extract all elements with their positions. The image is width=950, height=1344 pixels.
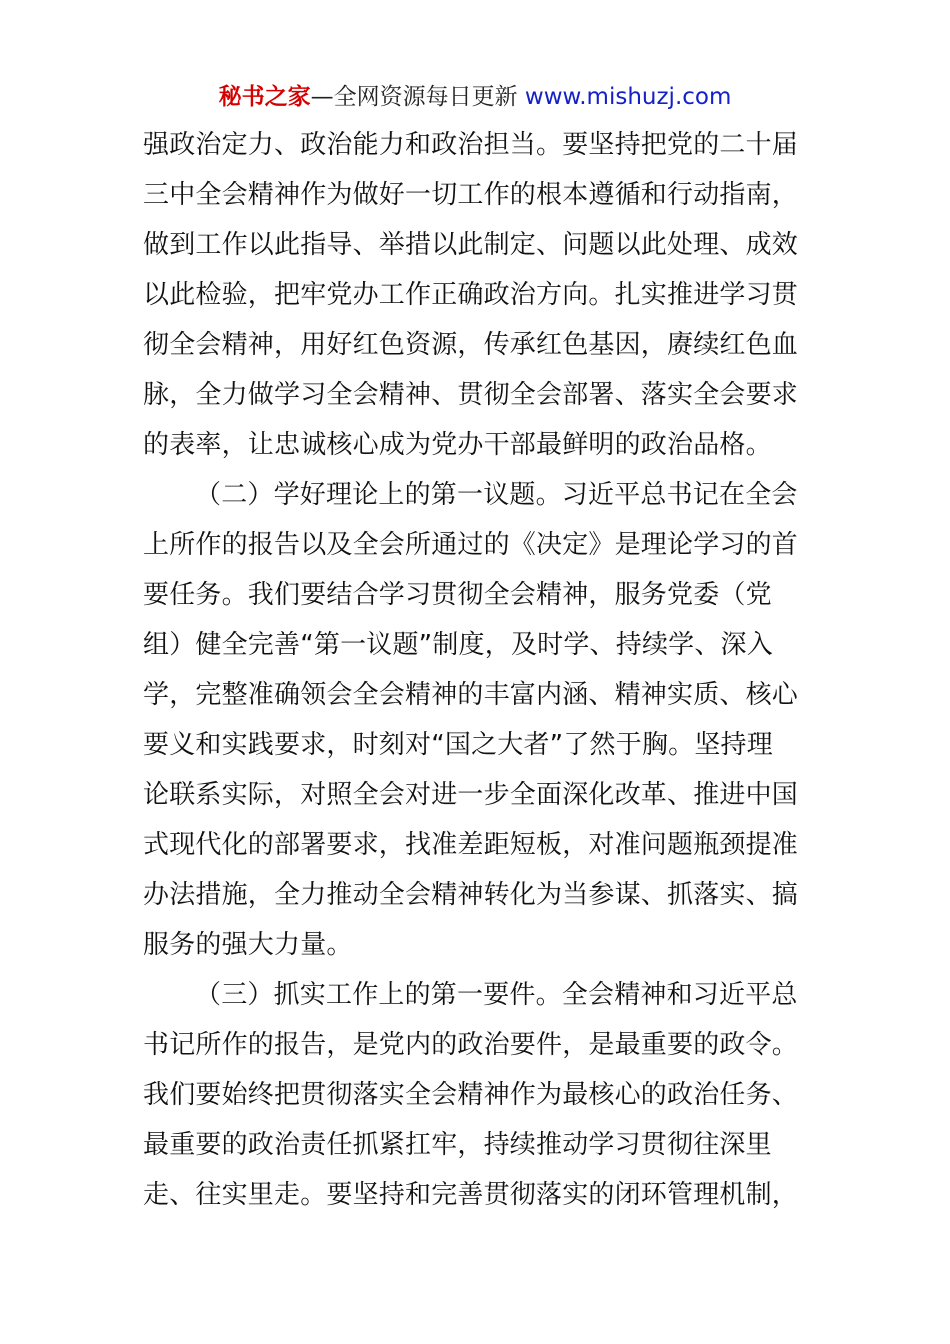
text-line: 要义和实践要求，时刻对“国之大者”了然于胸。坚持理	[143, 730, 773, 760]
text-line: 办法措施，全力推动全会精神转化为当参谋、抓落实、搞	[143, 880, 799, 910]
header-tagline: —全网资源每日更新	[310, 84, 518, 110]
text-line: 服务的强大力量。	[143, 930, 353, 960]
text-line: 式现代化的部署要求，找准差距短板，对准问题瓶颈提准	[143, 830, 799, 860]
text-line: 书记所作的报告，是党内的政治要件，是最重要的政令。	[143, 1030, 799, 1060]
text-line: 学，完整准确领会全会精神的丰富内涵、精神实质、核心	[143, 680, 799, 710]
text-line: 三中全会精神作为做好一切工作的根本遵循和行动指南，	[143, 180, 799, 210]
text-line: 组）健全完善“第一议题”制度，及时学、持续学、深入	[143, 630, 773, 660]
text-line: 走、往实里走。要坚持和完善贯彻落实的闭环管理机制，	[143, 1180, 799, 1210]
text-line: 以此检验，把牢党办工作正确政治方向。扎实推进学习贯	[143, 280, 799, 310]
document-body	[143, 120, 811, 1220]
text-line: 脉，全力做学习全会精神、贯彻全会部署、落实全会要求	[143, 380, 799, 410]
text-line: 上所作的报告以及全会所通过的《决定》是理论学习的首	[143, 530, 799, 560]
text-line: 强政治定力、政治能力和政治担当。要坚持把党的二十届	[143, 130, 799, 160]
watermark-header	[0, 82, 950, 112]
site-url: www.mishuzj.com	[524, 84, 732, 110]
paragraph-heading-3: （三）抓实工作上的第一要件。全会精神和习近平总	[195, 980, 798, 1010]
text-line: 做到工作以此指导、举措以此制定、问题以此处理、成效	[143, 230, 799, 260]
brand-name: 秘书之家	[218, 84, 311, 110]
text-line: 论联系实际，对照全会对进一步全面深化改革、推进中国	[143, 780, 799, 810]
text-line: 要任务。我们要结合学习贯彻全会精神，服务党委（党	[143, 580, 772, 610]
text-line: 的表率，让忠诚核心成为党办干部最鲜明的政治品格。	[143, 430, 772, 460]
text-line: 我们要始终把贯彻落实全会精神作为最核心的政治任务、	[143, 1080, 799, 1110]
text-line: 彻全会精神，用好红色资源，传承红色基因，赓续红色血	[143, 330, 799, 360]
paragraph-heading-2: （二）学好理论上的第一议题。习近平总书记在全会	[195, 480, 798, 510]
text-line: 最重要的政治责任抓紧扛牢，持续推动学习贯彻往深里	[143, 1130, 772, 1160]
